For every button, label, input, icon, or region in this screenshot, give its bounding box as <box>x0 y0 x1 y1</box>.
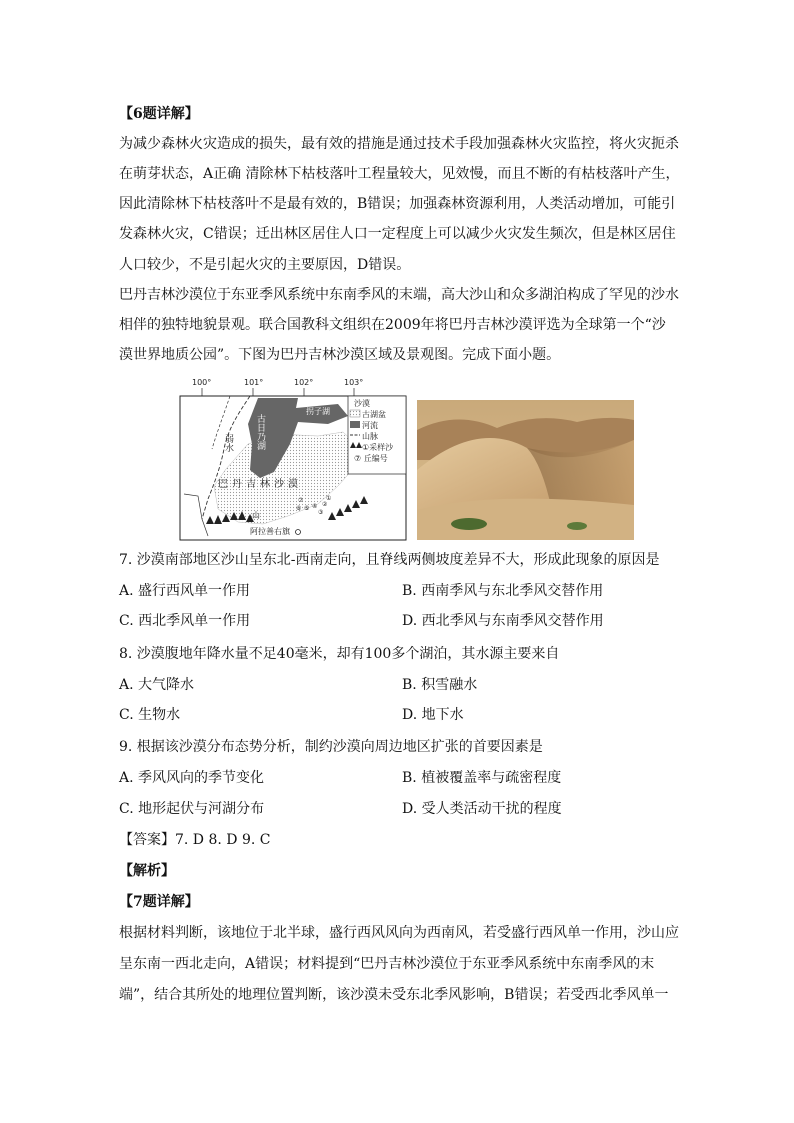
intro-line-1: 巴丹吉林沙漠位于东亚季风系统中东南季风的末端，高大沙山和众多湖泊构成了罕见的沙水 <box>119 287 679 303</box>
section6-line-4: 发森林火灾，C错误；迁出林区居住人口一定程度上可以减少火灾发生频次，但是林区居住 <box>119 226 676 242</box>
answer-line: 【答案】7. D 8. D 9. C <box>119 832 271 848</box>
lon-label-103: 103° <box>344 378 364 387</box>
lake-top-label: 拐子湖 <box>306 407 330 416</box>
landscape-photo <box>417 400 634 540</box>
section7-line-2: 呈东南一西北走向，A错误；材料提到“巴丹吉林沙漠位于东亚季风系统中东南季风的末 <box>119 956 655 972</box>
svg-text:河流: 河流 <box>362 421 378 430</box>
lon-label-100: 100° <box>192 378 212 387</box>
svg-text:沙漠: 沙漠 <box>354 399 370 408</box>
svg-text:③: ③ <box>318 509 324 516</box>
lon-label-101: 101° <box>244 378 264 387</box>
svg-text:①: ① <box>326 495 332 502</box>
section7-heading: 【7题详解】 <box>119 894 199 910</box>
svg-text:⑤: ⑤ <box>304 505 310 512</box>
section6-line-1: 为减少森林火灾造成的损失，最有效的措施是通过技术手段加强森林火灾监控，将火灾扼杀 <box>119 136 679 152</box>
svg-text:①采样沙: ①采样沙 <box>362 443 394 452</box>
q8-option-a[interactable]: A. 大气降水 <box>119 677 195 693</box>
q8-option-d[interactable]: D. 地下水 <box>402 707 464 723</box>
mountain-label: 山 <box>252 511 260 520</box>
q9-option-b[interactable]: B. 植被覆盖率与疏密程度 <box>402 770 562 786</box>
question-9-stem: 9. 根据该沙漠分布态势分析，制约沙漠向周边地区扩张的首要因素是 <box>119 739 543 755</box>
svg-text:②: ② <box>322 501 328 508</box>
svg-text:山脉: 山脉 <box>362 432 378 441</box>
q9-option-d[interactable]: D. 受人类活动干扰的程度 <box>402 801 562 817</box>
desert-label: 巴丹吉林沙漠 <box>218 479 302 490</box>
q9-option-c[interactable]: C. 地形起伏与河湖分布 <box>119 801 265 817</box>
svg-text:古湖盆: 古湖盆 <box>362 410 386 419</box>
q7-option-a[interactable]: A. 盛行西风单一作用 <box>119 583 251 599</box>
figure-area <box>178 374 634 542</box>
river-label: 弱水 <box>223 434 233 452</box>
q8-option-b[interactable]: B. 积雪融水 <box>402 677 478 693</box>
section6-line-2: 在萌芽状态，A正确 清除林下枯枝落叶工程量较大，见效慢，而且不断的有枯枝落叶产生， <box>119 166 680 182</box>
lon-label-102: 102° <box>294 378 314 387</box>
svg-text:⑦: ⑦ <box>298 497 304 504</box>
intro-line-2: 相伴的独特地貌景观。联合国教科文组织在2009年将巴丹吉林沙漠评选为全球第一个“沙 <box>119 317 666 333</box>
q7-option-c[interactable]: C. 西北季风单一作用 <box>119 613 251 629</box>
svg-text:④: ④ <box>312 503 318 510</box>
section7-line-3: 端”，结合其所处的地理位置判断，该沙漠未受东北季风影响，B错误；若受西北季风单一 <box>119 987 669 1003</box>
q7-option-b[interactable]: B. 西南季风与东北季风交替作用 <box>402 583 604 599</box>
q9-option-a[interactable]: A. 季风风向的季节变化 <box>119 770 265 786</box>
svg-text:⑥: ⑥ <box>296 505 302 512</box>
intro-line-3: 漠世界地质公园”。下图为巴丹吉林沙漠区域及景观图。完成下面小题。 <box>119 347 561 363</box>
section6-line-5: 人口较少，不是引起火灾的主要原因，D错误。 <box>119 257 411 273</box>
map-legend <box>348 396 406 474</box>
q8-option-c[interactable]: C. 生物水 <box>119 707 181 723</box>
analysis-heading: 【解析】 <box>119 863 175 879</box>
section6-line-3: 因此清除林下枯枝落叶不是最有效的，B错误；加强森林资源利用，人类活动增加，可能引 <box>119 196 676 212</box>
question-8-stem: 8. 沙漠腹地年降水量不足40毫米，却有100多个湖泊，其水源主要来自 <box>119 646 560 662</box>
question-7-stem: 7. 沙漠南部地区沙山呈东北-西南走向，且脊线两侧坡度差异不大，形成此现象的原因是 <box>119 552 660 568</box>
section7-line-1: 根据材料判断，该地位于北半球，盛行西风风向为西南风，若受盛行西风单一作用，沙山应 <box>119 925 679 941</box>
desert-map <box>178 374 408 542</box>
section6-heading: 【6题详解】 <box>119 106 199 122</box>
town-label: 阿拉善右旗 <box>250 527 290 536</box>
q7-option-d[interactable]: D. 西北季风与东南季风交替作用 <box>402 613 604 629</box>
svg-text:⑦ 丘编号: ⑦ 丘编号 <box>354 454 388 463</box>
lake-region-label-1: 古日乃湖 <box>255 414 265 450</box>
